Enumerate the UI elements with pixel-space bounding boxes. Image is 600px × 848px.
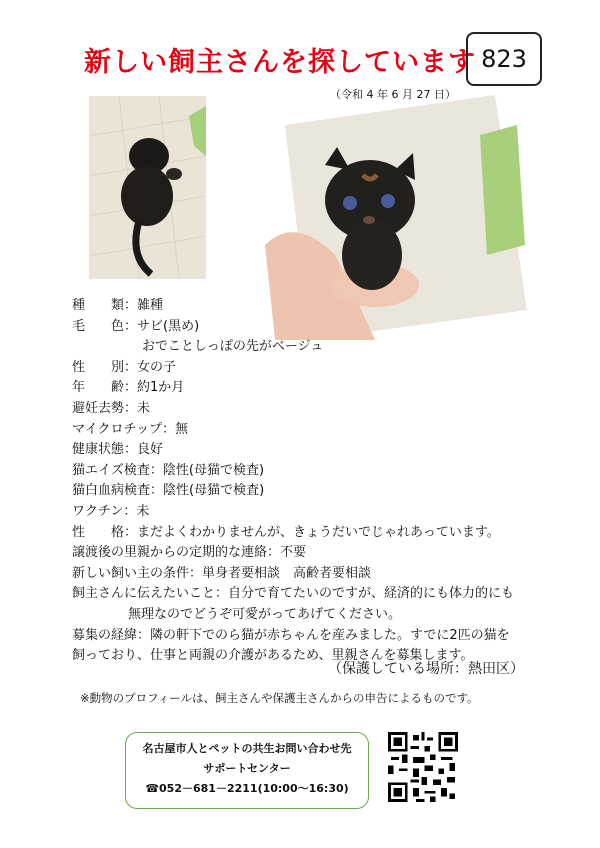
detail-value: 飼っており、仕事と両親の介護があるため、里親さんを募集します。	[72, 648, 474, 664]
contact-line1: 名古屋市人とペットの共生お問い合わせ先	[142, 742, 352, 755]
detail-value: 陰性(母猫で検査)	[162, 462, 265, 478]
date: （令和 4 年 6 月 27 日）	[330, 88, 456, 101]
detail-value: おでことしっぽの先がベージュ	[142, 339, 324, 355]
detail-row	[72, 420, 514, 441]
detail-label: 避妊去勢：	[72, 400, 138, 416]
detail-label: 新しい飼い主の条件：	[72, 565, 203, 581]
detail-row	[72, 317, 514, 338]
detail-row	[72, 337, 514, 358]
detail-label: 毛 色：	[72, 318, 138, 334]
detail-value: サビ(黒め)	[137, 318, 200, 334]
detail-label: 種 類：	[72, 298, 138, 313]
detail-value: 未	[137, 400, 151, 416]
page-title: 新しい飼主さんを探しています	[84, 47, 476, 78]
detail-value: 無	[175, 421, 189, 437]
detail-value: 女の子	[137, 359, 177, 375]
detail-value: 良好	[137, 442, 164, 458]
animal-number-badge: 823	[466, 32, 542, 86]
detail-label: 猫白血病検査：	[72, 483, 164, 499]
detail-value: 約1か月	[137, 380, 185, 396]
detail-row	[72, 399, 514, 420]
detail-label: 性 別：	[72, 359, 138, 375]
detail-row	[72, 584, 514, 605]
pet-details	[72, 296, 514, 667]
contact-box	[125, 732, 369, 809]
detail-row	[72, 296, 514, 317]
detail-row	[72, 605, 514, 626]
detail-value: 不要	[280, 545, 307, 561]
detail-row	[72, 523, 514, 544]
detail-row	[72, 481, 514, 502]
contact-line2: サポートセンター	[203, 762, 291, 775]
disclaimer-note: ※動物のプロフィールは、飼主さんや保護主さんからの申告によるものです。	[80, 691, 479, 705]
detail-label: ワクチン：	[72, 503, 137, 519]
detail-row	[72, 502, 514, 523]
detail-value: まだよくわかりませんが、きょうだいでじゃれあっています。	[137, 524, 500, 540]
detail-value: 自分で育てたいのですが、経済的にも体力的にも	[228, 586, 515, 602]
detail-row	[72, 564, 514, 585]
detail-row	[72, 358, 514, 379]
detail-label: 性 格：	[72, 524, 138, 540]
detail-label: 飼主さんに伝えたいこと：	[72, 586, 229, 602]
detail-label: 譲渡後の里親からの定期的な連絡：	[72, 545, 281, 561]
detail-value: 雑種	[137, 298, 164, 313]
detail-label: 募集の経緯：	[72, 627, 151, 643]
qr-code-icon[interactable]	[388, 732, 458, 802]
detail-label: マイクロチップ：	[72, 421, 176, 437]
detail-label: 猫エイズ検査：	[72, 462, 163, 478]
detail-value: 単身者要相談 高齢者要相談	[202, 565, 372, 581]
detail-row	[72, 461, 514, 482]
detail-row	[72, 543, 514, 564]
detail-value: 陰性(母猫で検査)	[163, 483, 265, 499]
contact-phone: ☎052－681－2211(10:00～16:30)	[145, 782, 349, 795]
shelter-location: （保護している場所：熱田区）	[328, 661, 524, 677]
detail-value: 隣の軒下でのら猫が赤ちゃんを産みました。すでに2匹の猫を	[150, 627, 510, 643]
detail-row	[72, 626, 514, 647]
kitten-photo-back	[89, 96, 206, 279]
detail-row	[72, 440, 514, 461]
detail-label: 健康状態：	[72, 442, 138, 458]
detail-row	[72, 378, 514, 399]
detail-label: 年 齢：	[72, 380, 138, 396]
detail-value: 未	[136, 503, 150, 519]
detail-value: 無理なのでどうぞ可愛がってあげてください。	[128, 606, 402, 622]
